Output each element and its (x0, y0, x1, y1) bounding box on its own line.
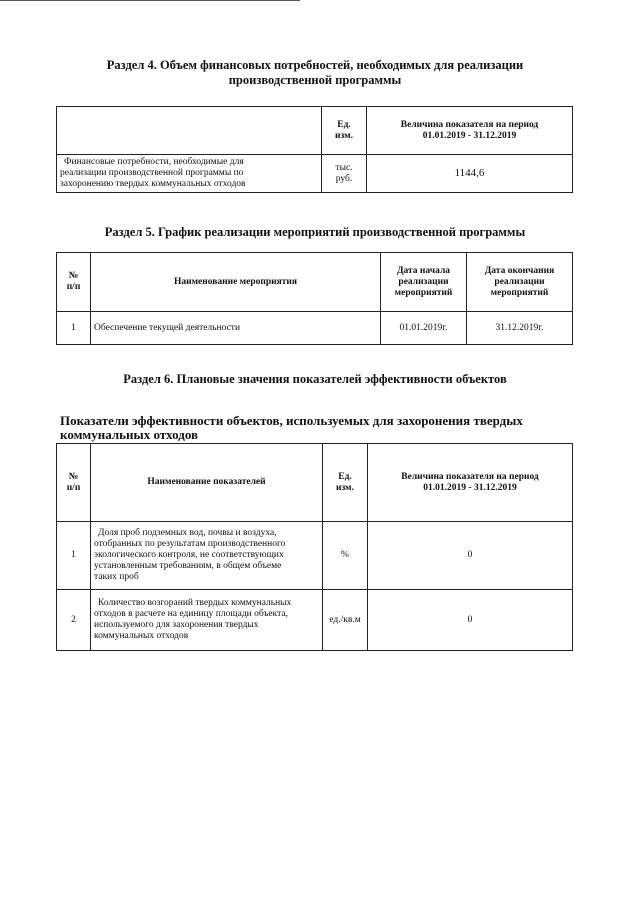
section6-row1-name-4: установленным требованиям, в общем объеме (94, 561, 282, 571)
section5-head-start (381, 253, 467, 312)
section5-head-end (467, 253, 573, 312)
section4-head-unit (322, 107, 367, 155)
section4-head-value (367, 107, 573, 155)
section5-head-start-1: Дата начала (396, 265, 451, 276)
section5-row-name: Обеспечение текущей деятельности (91, 312, 381, 345)
section6-head-num-2: п/п (66, 482, 81, 493)
table-row (57, 312, 573, 345)
section5-head-num (57, 253, 91, 312)
section5-table (56, 252, 573, 345)
table-row (57, 522, 573, 590)
section5-row-start: 01.01.2019г. (381, 312, 467, 345)
section6-table (56, 443, 573, 651)
section6-row1-name-5: таких проб (94, 572, 139, 582)
section5-title: Раздел 5. График реализации мероприятий производственной программы (104, 225, 526, 239)
section4-title-line2: производственной программы (228, 73, 402, 87)
section4-head-name (57, 107, 322, 155)
section6-row1-value: 0 (368, 522, 573, 590)
section6-head-value (368, 444, 573, 522)
section6-head-unit-1: Ед. (338, 471, 352, 482)
section6-head-num-1: № (68, 471, 79, 482)
section6-row1-name (91, 522, 323, 590)
section5-head-num-1: № (68, 271, 79, 281)
section6-head-unit-2: изм. (335, 482, 354, 493)
table-row (57, 590, 573, 651)
section4-row-name (57, 155, 322, 193)
section6-head-num (57, 444, 91, 522)
section5-head-end-1: Дата окончания (484, 265, 555, 276)
section6-subtitle-1: Показатели эффективности объектов, используемых для захоронения твердых (60, 413, 523, 428)
section6-row2-name-1: Количество возгораний твердых коммунальных (98, 598, 292, 608)
section4-row-name-1: Финансовые потребности, необходимые для (64, 157, 244, 167)
section5-head-end-3: мероприятий (490, 287, 549, 298)
section4-title (60, 58, 570, 88)
section6-row2-num: 2 (57, 590, 91, 651)
section4-row-name-2: реализации производственной программы по (60, 168, 244, 178)
section4-head-value-1: Величина показателя на период (400, 119, 539, 130)
section6-row1-name-1: Доля проб подземных вод, почвы и воздуха, (98, 528, 277, 538)
section5-head-start-2: реализации (398, 276, 449, 287)
section6-subtitle (60, 414, 580, 442)
section4-row-unit-1: тыс. (335, 162, 353, 173)
section4-table (56, 106, 573, 193)
section6-head-value-2: 01.01.2019 - 31.12.2019 (423, 482, 517, 493)
section4-row-unit (322, 155, 367, 193)
section4-head-value-2: 01.01.2019 - 31.12.2019 (422, 130, 517, 141)
section6-row2-unit: ед./кв.м (323, 590, 368, 651)
section4-title-line1: Раздел 4. Объем финансовых потребностей, необходимых для реализации (106, 58, 524, 72)
section6-head-value-1: Величина показателя на период (401, 471, 539, 482)
section5-head-end-2: реализации (494, 276, 545, 287)
section6-row2-value: 0 (368, 590, 573, 651)
section6-row1-name-2: отобранных по результатам производственного (94, 539, 286, 549)
section5-row-num: 1 (57, 312, 91, 345)
section6-head-unit (323, 444, 368, 522)
section6-subtitle-2: коммунальных отходов (60, 427, 199, 442)
section4-head-unit-1: Ед. (337, 119, 351, 130)
section5-row-end: 31.12.2019г. (467, 312, 573, 345)
section5-head-start-3: мероприятий (394, 287, 453, 298)
section6-head-name: Наименование показателей (91, 444, 323, 522)
section5-head-name: Наименование мероприятия (91, 253, 381, 312)
top-rule (0, 0, 300, 1)
section6-row1-num: 1 (57, 522, 91, 590)
section4-head-unit-2: изм. (334, 130, 353, 141)
section4-row-unit-2: руб. (335, 173, 353, 184)
section6-row2-name-4: коммунальных отходов (94, 631, 189, 641)
section6-row2-name-3: используемого для захоронения твердых (94, 620, 259, 630)
section5-head-num-2: п/п (66, 282, 81, 292)
section6-row1-unit: % (323, 522, 368, 590)
section4-row-value: 1144,6 (367, 155, 573, 193)
section6-row2-name-2: отходов в расчете на единицу площади объекта, (94, 609, 288, 619)
section6-title: Раздел 6. Плановые значения показателей эффективности объектов (123, 372, 507, 386)
section6-row1-name-3: экологического контроля, не соответствующих (94, 550, 284, 560)
section6-row2-name (91, 590, 323, 651)
section4-row-name-3: захоронению твердых коммунальных отходов (60, 179, 246, 189)
